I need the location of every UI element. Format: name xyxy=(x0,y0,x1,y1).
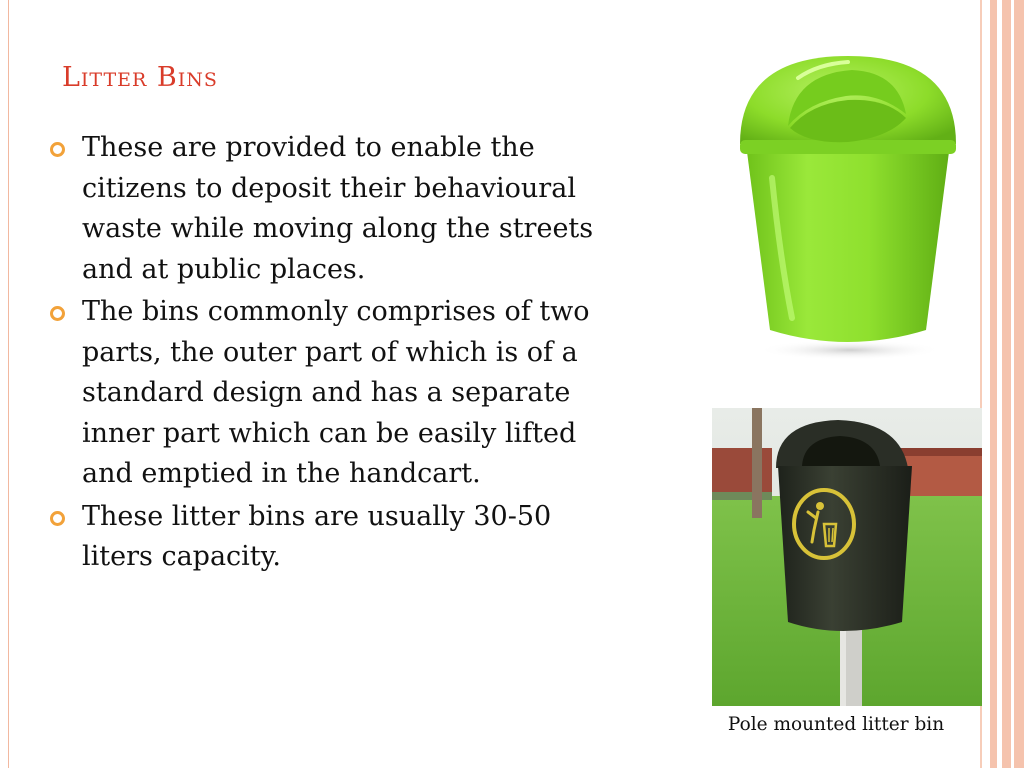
ring-bullet-icon xyxy=(50,511,65,526)
bullet-text: These litter bins are usually 30-50 liters capacity. xyxy=(82,500,552,572)
bullet-item xyxy=(46,497,606,578)
slide-title: Litter Bins xyxy=(62,62,218,93)
image-caption: Pole mounted litter bin xyxy=(727,714,945,735)
bullet-list xyxy=(46,128,606,580)
ring-bullet-icon xyxy=(50,306,65,321)
bullet-item xyxy=(46,292,606,495)
bullet-text: These are provided to enable the citizens to deposit their behavioural waste while moving along the streets and at public places. xyxy=(82,132,594,285)
green-swing-lid-bin-image xyxy=(728,48,968,364)
pole-mounted-litter-bin-photo xyxy=(712,408,982,706)
bullet-text: The bins commonly comprises of two parts, the outer part of which is of a standard design and has a separate inner part which can be easily lifted and emptied in the handcart. xyxy=(82,296,590,489)
right-decorative-stripes xyxy=(980,0,1024,768)
left-border-line xyxy=(8,0,9,768)
ring-bullet-icon xyxy=(50,142,65,157)
bullet-item xyxy=(46,128,606,290)
